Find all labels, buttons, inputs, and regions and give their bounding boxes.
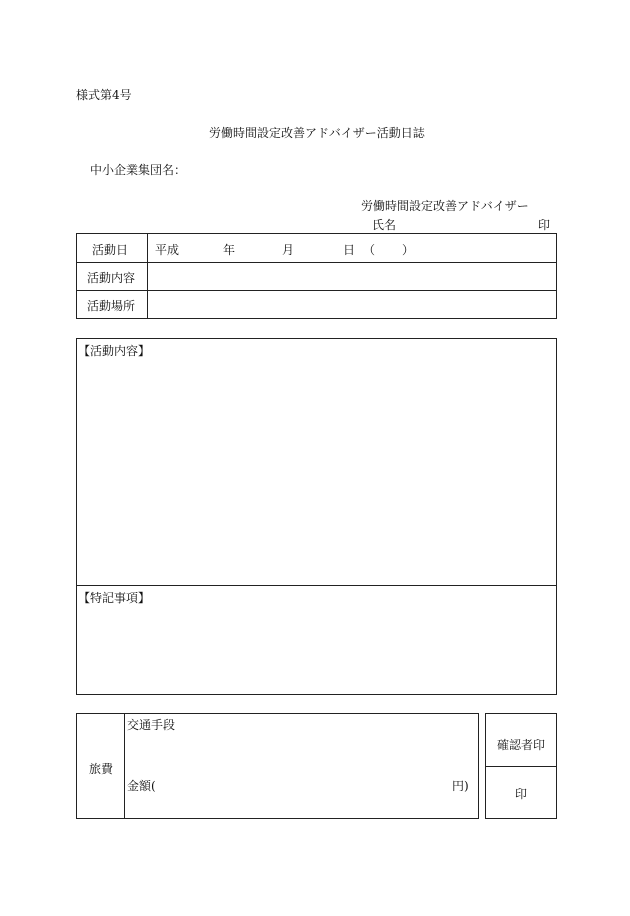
advisor-name-label: 氏名 (372, 218, 397, 232)
transport-label: 交通手段 (127, 718, 176, 732)
advisor-role-label: 労働時間設定改善アドバイザー (361, 199, 529, 213)
confirmation-divider (486, 766, 556, 767)
details-divider (77, 585, 556, 586)
page-title: 労働時間設定改善アドバイザー活動日誌 (209, 126, 425, 140)
confirmation-box (485, 713, 557, 819)
activity-place-label: 活動場所 (87, 299, 136, 313)
info-table-row-divider (77, 290, 556, 291)
day-unit: 日 (343, 243, 356, 257)
confirmer-seal-label: 印 (515, 787, 528, 801)
travel-expense-label: 旅費 (89, 762, 114, 776)
amount-unit: 円) (452, 779, 469, 793)
weekday-open-paren: （ (363, 243, 376, 257)
details-box (76, 338, 557, 695)
confirmer-seal-header: 確認者印 (497, 738, 546, 752)
form-number: 様式第4号 (76, 88, 132, 102)
activity-date-label: 活動日 (92, 243, 129, 257)
special-notes-heading: 【特記事項】 (78, 591, 151, 605)
year-unit: 年 (223, 243, 236, 257)
activity-content-label: 活動内容 (87, 271, 136, 285)
travel-expense-box (76, 713, 479, 819)
activity-content-heading: 【活動内容】 (78, 344, 151, 358)
info-table-col-divider (147, 234, 148, 318)
month-unit: 月 (282, 243, 295, 257)
info-table-row-divider (77, 262, 556, 263)
amount-label: 金額( (127, 779, 156, 793)
era-label: 平成 (155, 243, 180, 257)
advisor-seal-label: 印 (538, 218, 551, 232)
group-name-label: 中小企業集団名： (90, 163, 187, 177)
travel-col-divider (124, 714, 125, 818)
weekday-close-paren: ） (402, 243, 415, 257)
info-table (76, 233, 557, 319)
